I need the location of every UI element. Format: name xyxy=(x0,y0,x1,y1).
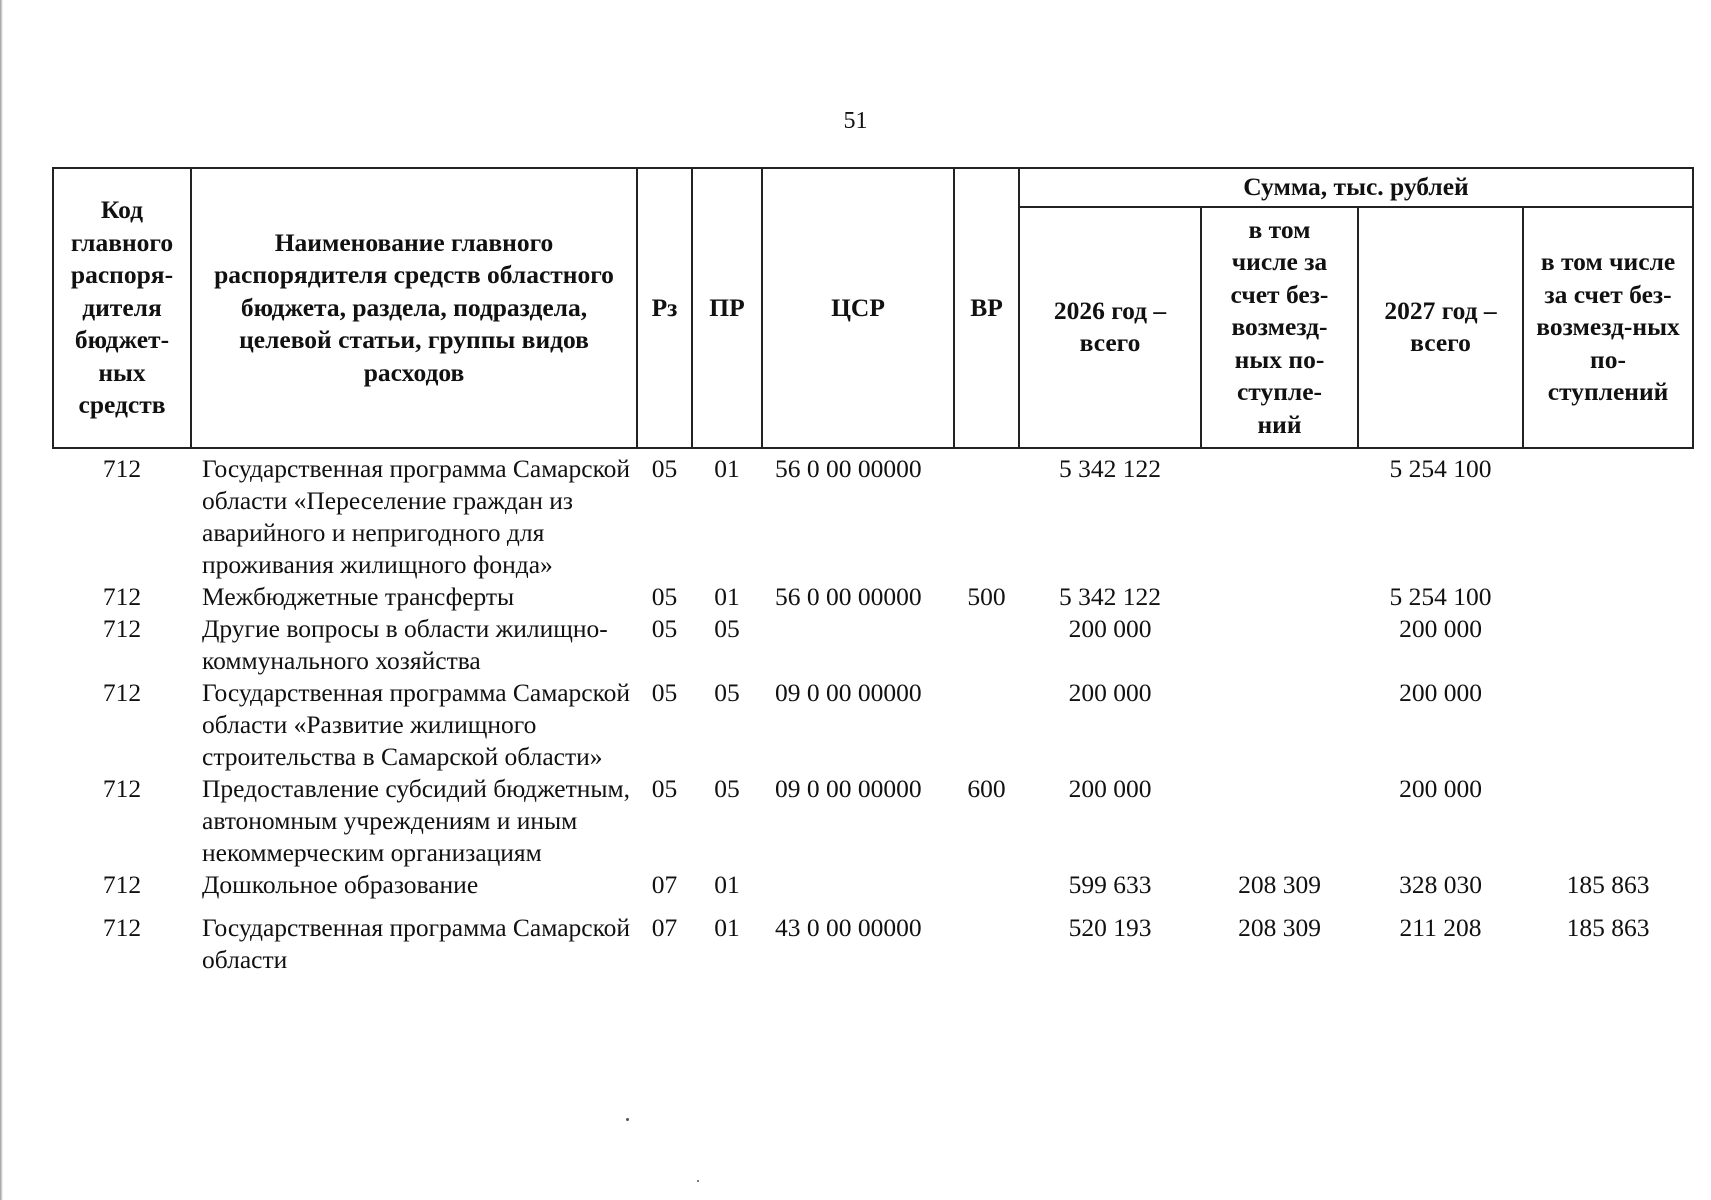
cell-2026-grants xyxy=(1201,448,1358,581)
cell-2026-total: 520 193 xyxy=(1068,913,1152,942)
cell-code: 712 xyxy=(102,678,142,707)
cell-name: Государственная программа Самарской области «Развитие жилищного строительства в Самарской области» xyxy=(202,678,631,771)
cell-2026-grants: 208 309 xyxy=(1238,870,1321,899)
cell-name: Государственная программа Самарской области xyxy=(202,913,631,974)
header-csr: ЦСР xyxy=(762,168,954,448)
cell-2026-total: 5 342 122 xyxy=(1059,582,1161,611)
cell-rz: 05 xyxy=(651,582,678,611)
table-row xyxy=(53,677,1693,773)
cell-rz: 05 xyxy=(651,614,678,643)
cell-vr xyxy=(954,613,1019,677)
cell-code: 712 xyxy=(102,614,142,643)
header-sum-group: Сумма, тыс. рублей xyxy=(1019,168,1693,207)
cell-2026-grants xyxy=(1201,613,1358,677)
cell-name: Межбюджетные трансферты xyxy=(202,582,515,611)
cell-rz: 05 xyxy=(651,454,678,483)
cell-2027-total: 5 254 100 xyxy=(1389,454,1492,483)
cell-2027-grants xyxy=(1523,677,1693,773)
cell-code: 712 xyxy=(102,774,142,803)
cell-2026-grants xyxy=(1201,773,1358,869)
header-vr: ВР xyxy=(954,168,1019,448)
scan-speck xyxy=(626,1118,629,1121)
cell-name: Государственная программа Самарской области «Переселение граждан из аварийного и непригодного для проживания жилищного фонда» xyxy=(202,454,631,579)
budget-table xyxy=(52,167,1694,976)
cell-vr xyxy=(954,677,1019,773)
cell-vr xyxy=(954,869,1019,901)
cell-code: 712 xyxy=(102,582,142,611)
cell-csr: 09 0 00 00000 xyxy=(775,774,922,803)
cell-code: 712 xyxy=(102,454,142,483)
cell-csr xyxy=(762,869,954,901)
cell-2027-grants xyxy=(1523,448,1693,581)
cell-2026-grants xyxy=(1201,581,1358,613)
header-name: Наименование главного распорядителя средств областного бюджета, раздела, подраздела, целевой статьи, группы видов расходов xyxy=(191,168,637,448)
cell-vr: 500 xyxy=(967,582,1006,611)
cell-2027-total: 211 208 xyxy=(1399,913,1482,942)
cell-rz: 07 xyxy=(651,913,678,942)
cell-pr: 05 xyxy=(714,678,740,707)
cell-csr: 56 0 00 00000 xyxy=(775,454,922,483)
cell-csr: 09 0 00 00000 xyxy=(775,678,922,707)
cell-name: Предоставление субсидий бюджетным, автономным учреждениям и иным некоммерческим организациям xyxy=(202,774,631,867)
cell-name: Дошкольное образование xyxy=(202,870,479,899)
cell-2026-total: 200 000 xyxy=(1068,678,1152,707)
table-row xyxy=(53,448,1693,581)
cell-code: 712 xyxy=(102,870,142,899)
cell-2027-total: 200 000 xyxy=(1399,774,1482,803)
table-row xyxy=(53,613,1693,677)
cell-csr: 56 0 00 00000 xyxy=(775,582,922,611)
cell-2027-grants xyxy=(1523,581,1693,613)
cell-vr: 600 xyxy=(967,774,1006,803)
cell-2027-grants xyxy=(1523,613,1693,677)
cell-csr: 43 0 00 00000 xyxy=(775,913,922,942)
header-rz: Рз xyxy=(637,168,692,448)
cell-pr: 05 xyxy=(714,774,740,803)
cell-pr: 01 xyxy=(714,913,740,942)
cell-2027-total: 200 000 xyxy=(1399,614,1482,643)
header-2027-grants: в том числе за счет без-возмезд-ных по-ступлений xyxy=(1523,207,1693,449)
cell-2026-total: 200 000 xyxy=(1068,774,1152,803)
cell-2026-total: 599 633 xyxy=(1068,870,1152,899)
header-2026-grants: в том числе за счет без-возмезд-ных по-ступле-ний xyxy=(1201,207,1358,449)
cell-2026-grants: 208 309 xyxy=(1238,913,1321,942)
cell-2026-total: 5 342 122 xyxy=(1059,454,1161,483)
header-code: Код главного распоря-дителя бюджет-ных средств xyxy=(53,168,191,448)
cell-pr: 01 xyxy=(714,870,740,899)
header-pr: ПР xyxy=(692,168,762,448)
cell-rz: 05 xyxy=(651,774,678,803)
cell-code: 712 xyxy=(102,913,142,942)
cell-vr xyxy=(954,448,1019,581)
cell-pr: 01 xyxy=(714,454,740,483)
page-number: 51 xyxy=(843,108,868,134)
header-2027-total: 2027 год – всего xyxy=(1358,207,1523,449)
scan-edge xyxy=(0,0,3,1200)
table-row xyxy=(53,773,1693,869)
cell-2026-total: 200 000 xyxy=(1068,614,1152,643)
cell-2027-total: 5 254 100 xyxy=(1389,582,1492,611)
cell-vr xyxy=(954,901,1019,976)
header-2026-total: 2026 год – всего xyxy=(1019,207,1201,449)
table-row xyxy=(53,581,1693,613)
cell-2027-grants xyxy=(1523,773,1693,869)
cell-pr: 05 xyxy=(714,614,740,643)
cell-csr xyxy=(762,613,954,677)
cell-2026-grants xyxy=(1201,677,1358,773)
cell-2027-grants: 185 863 xyxy=(1566,913,1650,942)
cell-rz: 07 xyxy=(651,870,678,899)
cell-rz: 05 xyxy=(651,678,678,707)
cell-pr: 01 xyxy=(714,582,740,611)
cell-2027-grants: 185 863 xyxy=(1566,870,1650,899)
table-row xyxy=(53,869,1693,901)
cell-2027-total: 328 030 xyxy=(1399,870,1482,899)
cell-2027-total: 200 000 xyxy=(1399,678,1482,707)
table-row xyxy=(53,901,1693,976)
scan-speck xyxy=(697,1180,699,1182)
cell-name: Другие вопросы в области жилищно-коммунального хозяйства xyxy=(202,614,608,675)
